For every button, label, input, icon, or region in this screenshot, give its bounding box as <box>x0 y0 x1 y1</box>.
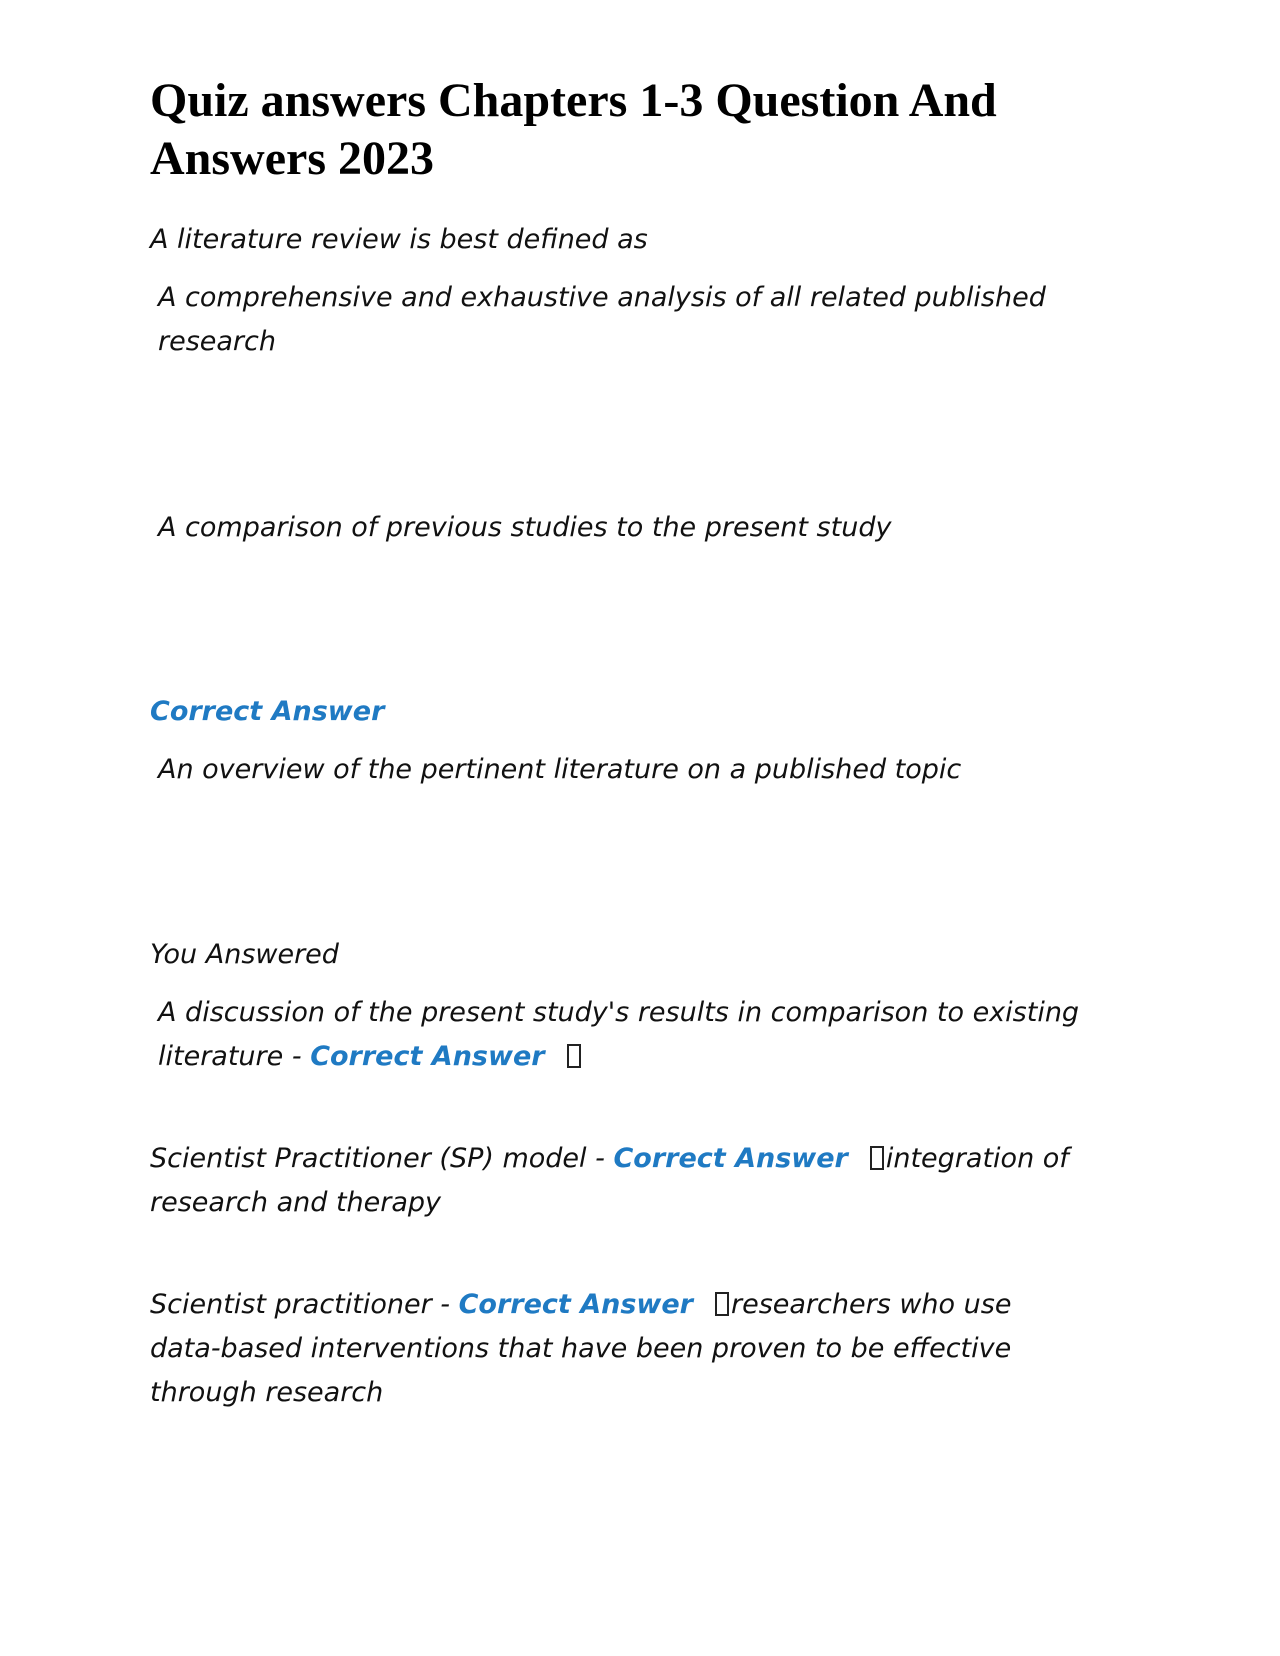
question-1-correct-option: An overview of the pertinent literature on a published topic <box>158 754 962 785</box>
correct-answer-label: Correct Answer <box>310 1041 545 1072</box>
question-1-option-2: A comparison of previous studies to the present study <box>158 512 892 543</box>
spacer <box>150 364 1080 506</box>
box-glyph-icon <box>567 1044 581 1068</box>
term-3-text: Scientist practitioner - <box>150 1289 451 1320</box>
term-2-text: Scientist Practitioner (SP) model - <box>150 1143 605 1174</box>
question-1-text: A literature review is best defined as <box>150 224 648 255</box>
correct-answer-label: Correct Answer <box>150 696 385 727</box>
term-3-entry <box>150 1283 1080 1415</box>
question-1-you-answered-option <box>150 991 1080 1079</box>
question-1-option-1: A comprehensive and exhaustive analysis of all related published research <box>158 282 1046 357</box>
spacer <box>150 792 1080 933</box>
spacer <box>150 1079 1080 1137</box>
document-page <box>150 72 1080 1415</box>
you-answered-text: A discussion of the present study's results in comparison to existing literature - <box>158 997 1080 1072</box>
spacer <box>150 1225 1080 1283</box>
box-glyph-icon <box>870 1146 884 1170</box>
spacer <box>150 550 1080 690</box>
correct-answer-label: Correct Answer <box>613 1143 848 1174</box>
document-title: Quiz answers Chapters 1-3 Question And Answers 2023 <box>150 74 997 185</box>
term-2-answer: integration of research and therapy <box>150 1143 1069 1218</box>
correct-answer-label: Correct Answer <box>458 1289 693 1320</box>
term-3-answer: researchers who use data-based interventions that have been proven to be effective through research <box>150 1289 1012 1408</box>
term-2-entry <box>150 1137 1080 1225</box>
you-answered-label: You Answered <box>150 939 339 970</box>
box-glyph-icon <box>715 1292 729 1316</box>
